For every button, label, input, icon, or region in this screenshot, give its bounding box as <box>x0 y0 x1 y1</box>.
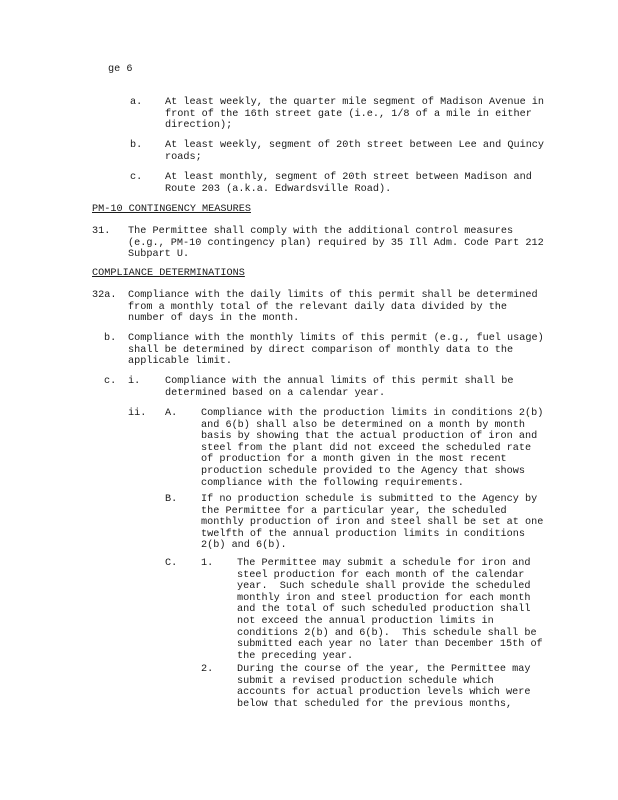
compliance-heading: COMPLIANCE DETERMINATIONS <box>92 268 245 279</box>
condition-32c-i-number: i. <box>128 376 141 387</box>
item-c-text: At least monthly, segment of 20th street between Madison and Route 203 (a.k.a. Edwardsville Road). <box>165 172 532 195</box>
condition-32c-ii-B-text: If no production schedule is submitted to the Agency by the Permittee for a particular year, the scheduled monthly production of iron and steel shall be set at one twelfth of the annual production limits in conditions 2(b) and 6(b). <box>201 494 544 552</box>
page-number-label: ge 6 <box>108 64 133 75</box>
condition-32c-ii-B-number: B. <box>165 494 178 505</box>
condition-32c-ii-A-number: A. <box>165 408 178 419</box>
condition-32c-ii-C-1-text: The Permittee may submit a schedule for iron and steel production for each month of the calendar year. Such schedule shall provide the scheduled monthly iron and steel production for each month and the total of such scheduled production shall not exceed the annual production limits in conditions 2(b) and 6(b). This schedule shall be submitted each year no later than December 15th of the preceding year. <box>237 558 543 662</box>
condition-31-number: 31. <box>92 226 111 237</box>
condition-32a-number: 32a. <box>92 290 117 301</box>
item-a-text: At least weekly, the quarter mile segment of Madison Avenue in front of the 16th street gate (i.e., 1/8 of a mile in either direction); <box>165 97 545 132</box>
condition-32c-number: c. <box>104 376 117 387</box>
condition-32c-ii-A-text: Compliance with the production limits in conditions 2(b) and 6(b) shall also be determined on a month by month basis by showing that the actual production of iron and steel from the plant did not exceed the scheduled rate of production for a month given in the most recent production schedule provided to the Agency that shows compliance with the following requirements. <box>201 408 544 489</box>
pm10-heading: PM-10 CONTINGENCY MEASURES <box>92 204 251 215</box>
condition-32c-ii-number: ii. <box>128 408 147 419</box>
item-b-text: At least weekly, segment of 20th street between Lee and Quincy roads; <box>165 140 545 163</box>
condition-32b-number: b. <box>104 333 117 344</box>
condition-32c-ii-C-number: C. <box>165 558 178 569</box>
item-c-label: c. <box>130 172 143 183</box>
condition-32c-ii-C-1-number: 1. <box>201 558 214 569</box>
condition-32b-text: Compliance with the monthly limits of this permit (e.g., fuel usage) shall be determined by direct comparison of monthly data to the applicable limit. <box>128 333 544 368</box>
condition-32c-ii-C-2-text: During the course of the year, the Permittee may submit a revised production schedule which accounts for actual production levels which were below that scheduled for the previous months, <box>237 664 531 710</box>
condition-32c-ii-C-2-number: 2. <box>201 664 214 675</box>
condition-32a-text: Compliance with the daily limits of this permit shall be determined from a monthly total of the relevant daily data divided by the number of days in the month. <box>128 290 538 325</box>
condition-31-text: The Permittee shall comply with the additional control measures (e.g., PM-10 contingency plan) required by 35 Ill Adm. Code Part 212 Subpart U. <box>128 226 544 261</box>
condition-32c-i-text: Compliance with the annual limits of this permit shall be determined based on a calendar year. <box>165 376 514 399</box>
item-b-label: b. <box>130 140 143 151</box>
item-a-label: a. <box>130 97 143 108</box>
